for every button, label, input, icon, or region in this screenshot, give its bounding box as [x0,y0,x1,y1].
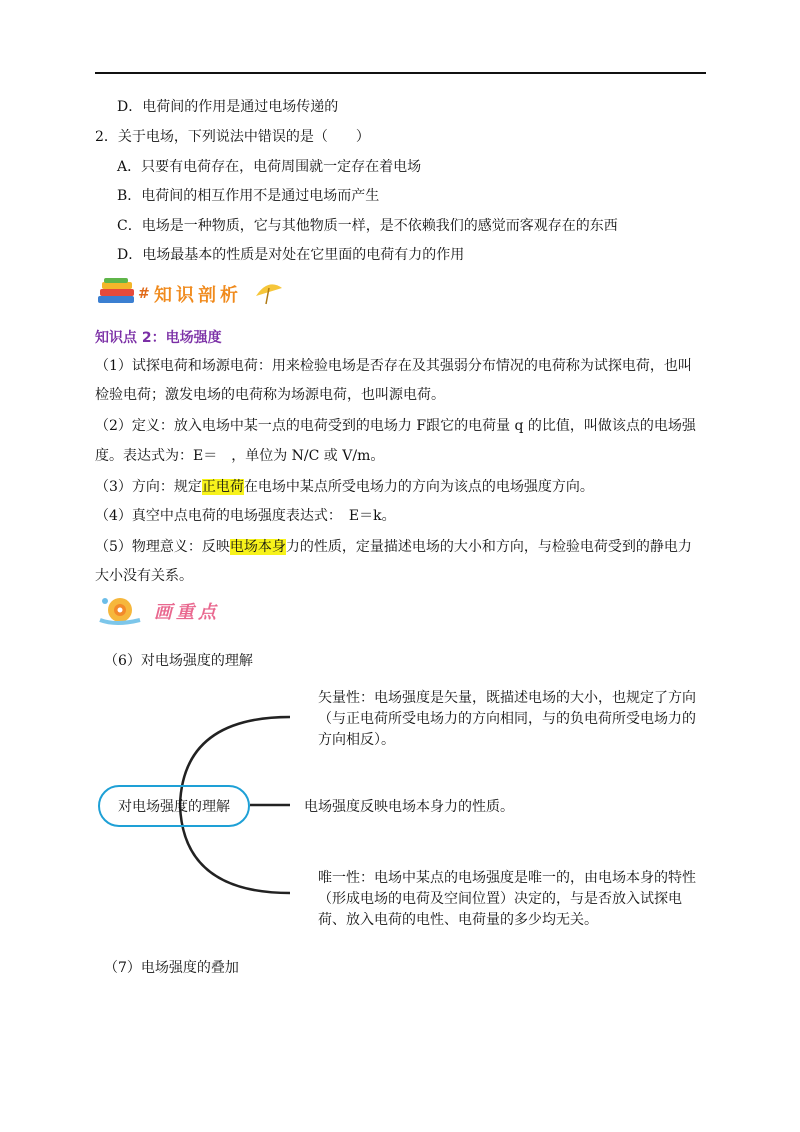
para-2-line-2: 度。表达式为：E＝ ，单位为 N/C 或 V/m。 [95,448,385,464]
para-3-suffix: 在电场中某点所受电场力的方向为该点的电场强度方向。 [243,479,594,495]
q2-option-c: C．电场是一种物质，它与其他物质一样，是不依赖我们的感觉而客观存在的东西 [117,218,618,234]
para-1-line-1: （1）试探电荷和场源电荷：用来检验电场是否存在及其强弱分布情况的电荷称为试探电荷，也叫 [95,358,692,374]
q2-option-a: A．只要有电荷存在，电荷周围就一定存在着电场 [117,159,422,175]
q2-stem: 2．关于电场，下列说法中错误的是（ ） [95,129,370,145]
q1-option-d: D．电荷间的作用是通过电场传递的 [117,99,339,115]
para-5-line-2: 大小没有关系。 [95,568,193,584]
highlight-positive-charge: 正电荷 [201,479,244,495]
para-1-line-2: 检验电荷；激发电场的电荷称为场源电荷，也叫源电荷。 [95,387,445,403]
mindmap-unique-line-1: 唯一性：电场中某点的电场强度是唯一的，由电场本身的特性 [318,870,696,886]
section-6-label: （6）对电场强度的理解 [104,653,253,669]
mindmap-property-text: 电场强度反映电场本身力的性质。 [304,799,514,815]
q2-option-d: D．电场最基本的性质是对处在它里面的电荷有力的作用 [117,247,465,263]
mindmap-center-node: 对电场强度的理解 [98,785,250,827]
para-3-prefix: （3）方向：规定 [95,479,202,495]
section-7-label: （7）电场强度的叠加 [104,960,239,976]
header-rule [95,72,706,74]
key-points-banner [96,592,236,626]
para-5-prefix: （5）物理意义：反映 [95,539,230,555]
highlight-field-itself: 电场本身 [229,539,286,555]
svg-text:#: # [138,286,150,302]
mindmap-unique-line-2: （形成电场的电荷及空间位置）决定的，与是否放入试探电 [318,891,682,907]
para-5 [95,537,692,557]
snail-icon [96,592,156,626]
q2-option-b: B．电荷间的相互作用不是通过电场而产生 [117,188,380,204]
knowledge-point-heading: 知识点 2：电场强度 [95,330,222,346]
key-points-banner-text: 画重点 [154,602,220,623]
mindmap-vector-line-3: 方向相反）。 [318,732,395,748]
para-5-suffix: 力的性质，定量描述电场的大小和方向，与检验电荷受到的静电力 [285,539,692,555]
knowledge-banner-text: 知识剖析 [154,285,242,306]
mindmap-vector-line-2: （与正电荷所受电场力的方向相同，与的负电荷所受电场力的 [318,711,696,727]
mindmap-unique-line-3: 荷、放入电荷的电性、电荷量的多少均无关。 [318,912,598,928]
mindmap-vector-line-1: 矢量性：电场强度是矢量，既描述电场的大小，也规定了方向 [318,690,696,706]
knowledge-banner [96,276,296,308]
para-2-line-1: （2）定义：放入电场中某一点的电荷受到的电场力 F跟它的电荷量 q 的比值，叫做该点的电场强 [95,418,696,434]
para-3 [95,477,594,497]
para-4: （4）真空中点电荷的电场强度表达式： E＝k。 [95,508,396,524]
